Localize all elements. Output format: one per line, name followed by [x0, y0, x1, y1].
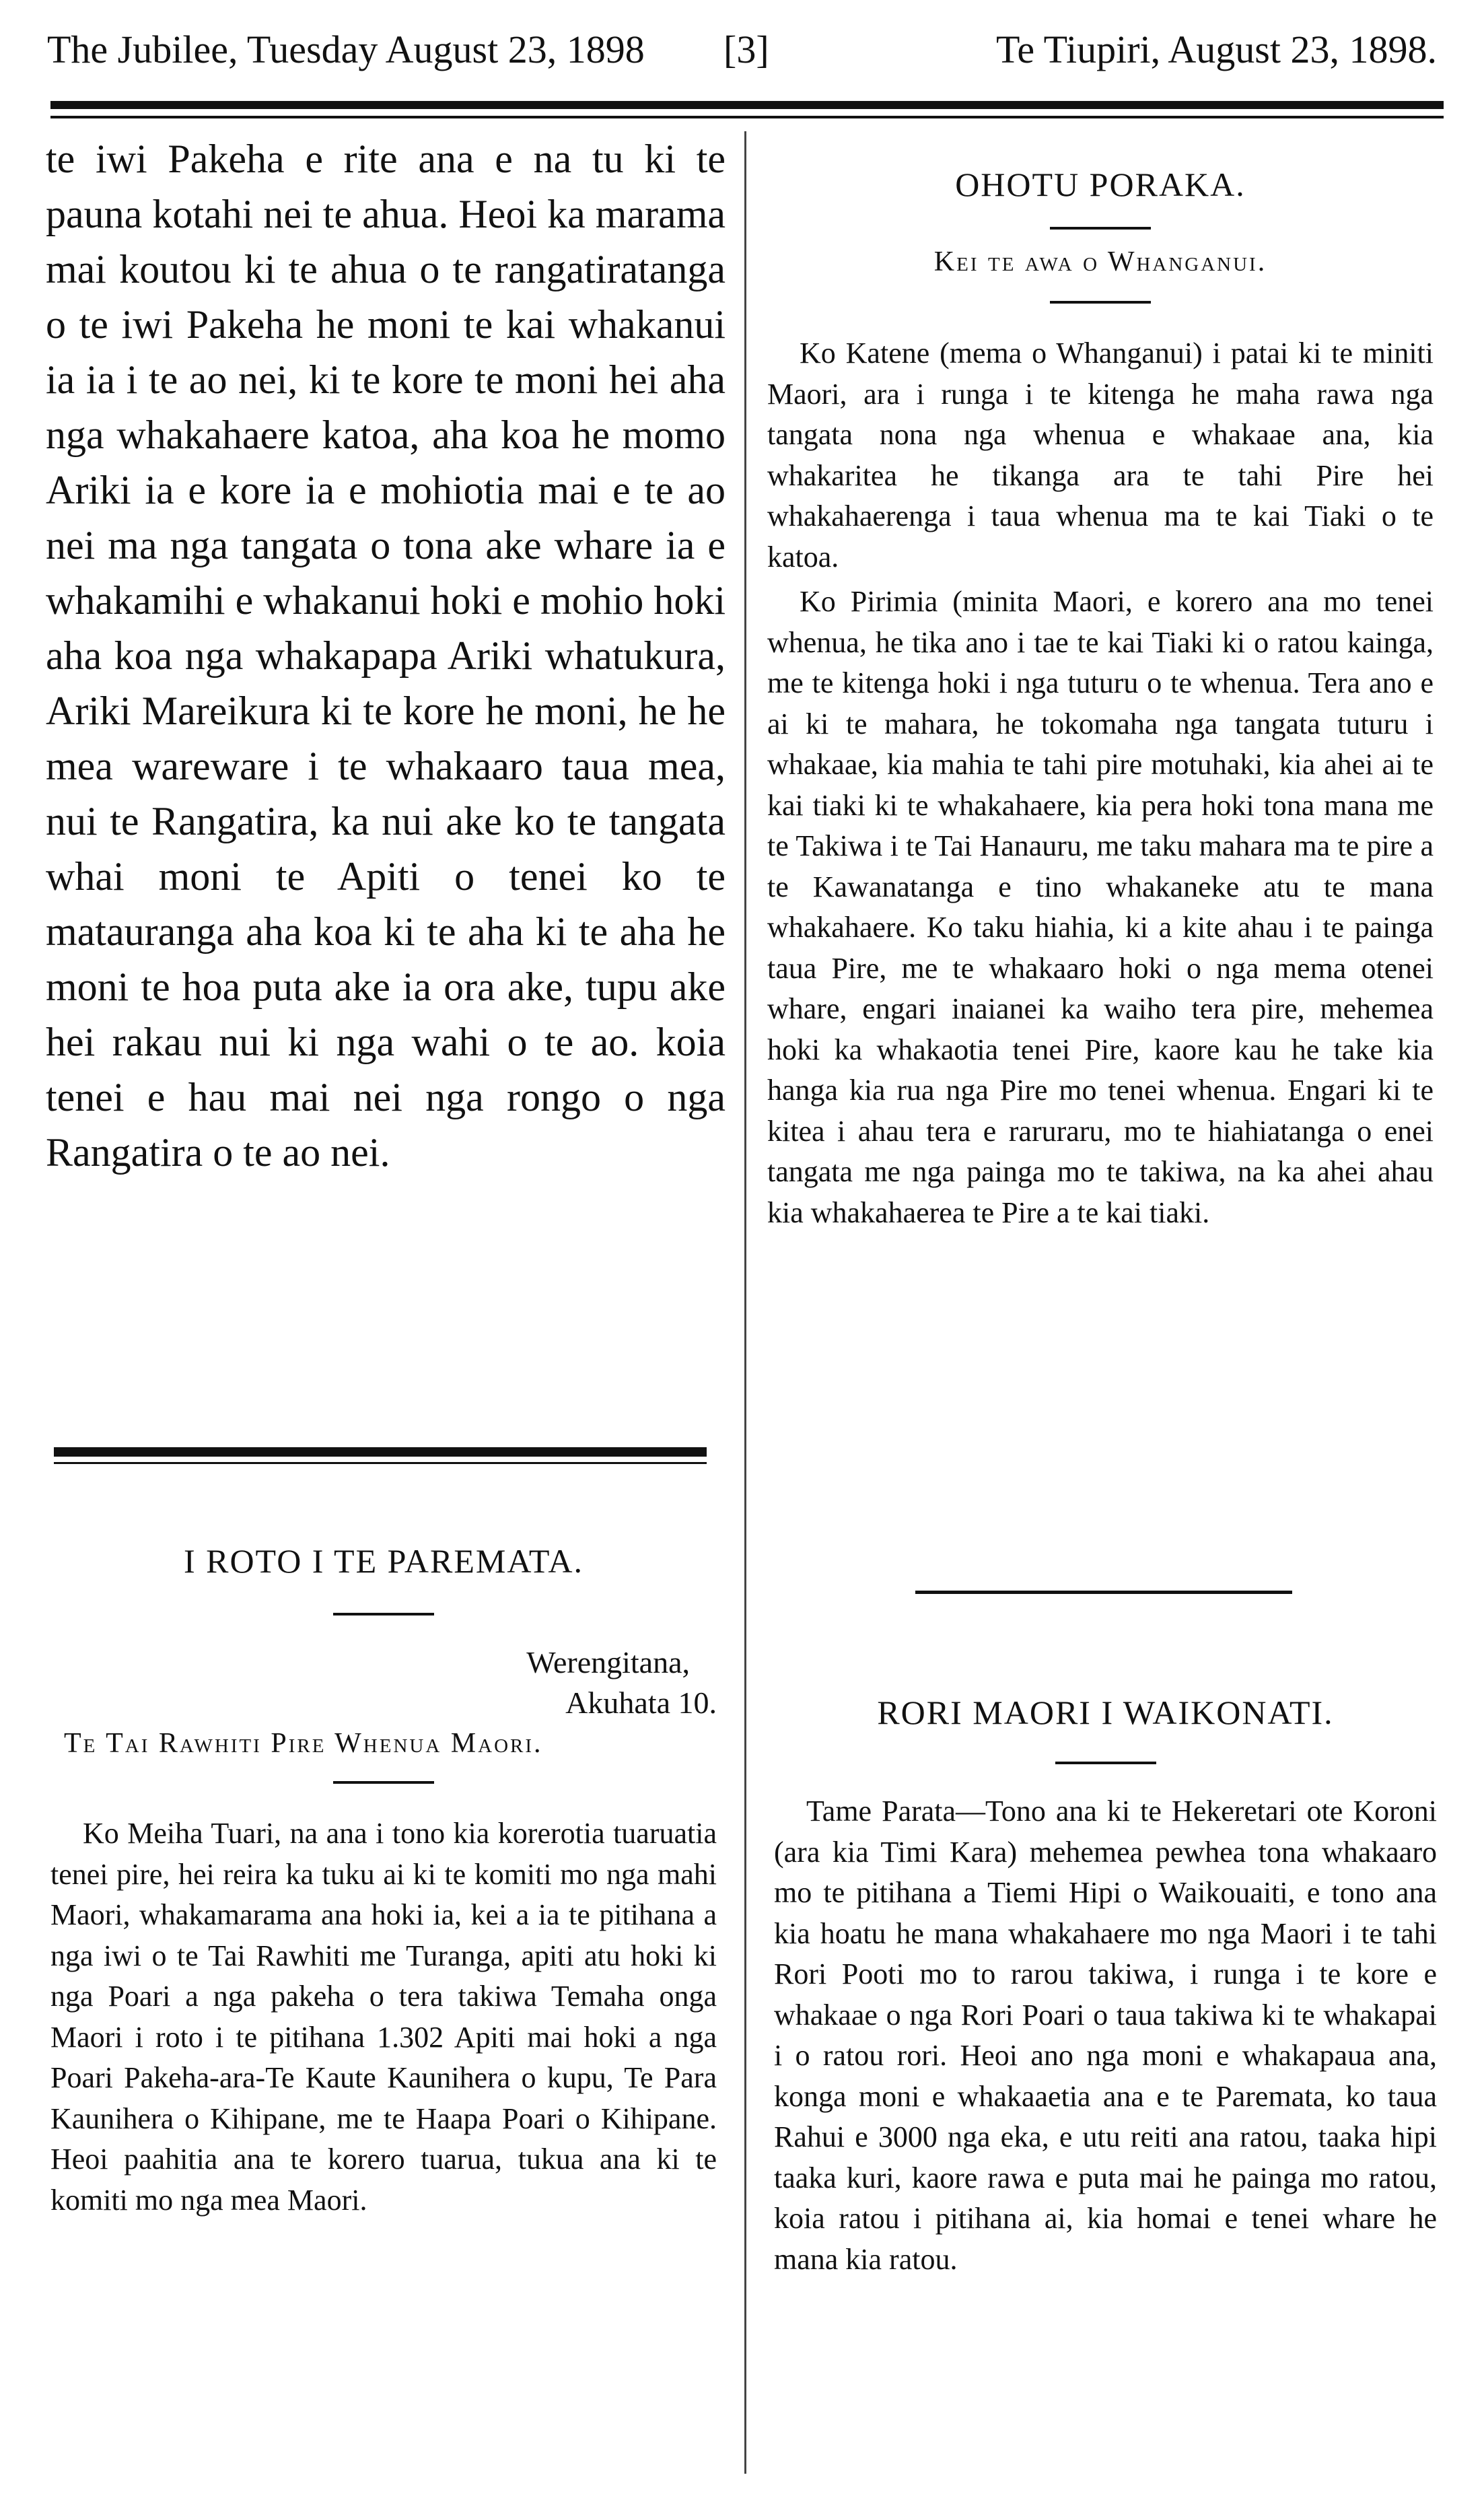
page-header [0, 0, 1484, 101]
parliament-paragraph: Ko Meiha Tuari, na ana i tono kia korerotia tuaruatia tenei pire, hei reira ka tuku ai ki te komiti mo nga mahi Maori, whakamarama ana hoki ia, kei a ia te pitihana a nga iwi o te Tai Rawhiti me Turanga, apiti atu hoki ki nga Poari a nga pakeha o tera takiwa Temaha onga Maori i roto i te pitihana 1.302 Apiti mai hoki a nga Poari Pakeha-ara-Te Kaute Kaunihera o kupu, Te Para Kaunihera o Kihipane, me te Haapa Poari o Kihipane. Heoi paahitia ana te korero tuarua, tukua ana ki te komiti mo nga mea Maori. [50, 1817, 717, 2217]
ohotu-paragraph-2: Ko Pirimia (minita Maori, e korero ana mo tenei whenua, he tika ano i tae te kai Tiaki ki o ratou kainga, me te kitenga hoki i nga tuturu o te whenua. Tera ano e ai ki te mahara, he tokomaha nga tangata tuturu i whakaae, kia mahia te tahi pire motuhaki, kia ahei ai te kai tiaki ki te whakahaere, kia pera hoki tona mana me te Takiwa i te Tai Hanauru, me taku mahara ma te pire a te Kawanatanga e tino whakaneke atu te mana whakahaere. Ko taku hiahia, ki a kite ahau i te painga taua Pire, me te whakaaro hoki o nga mema otenei whare, engari inaianei ka waiho tera pire, mehemea hoki ka whakaotia tenei Pire, kaore kau he take kia hanga kia rua nga Pire mo tenei whenua. Engari ki te kitea i ahau tera e raruraru, mo te hiahiatanga o enei tangata me nga painga mo te takiwa, na ka ahei ahau kia whakahaerea te Pire a te kai tiaki. [767, 585, 1434, 1229]
dateline-place: Werengitana, [526, 1645, 690, 1679]
left-column [46, 131, 726, 1180]
ohotu-subheading-rule [1050, 301, 1151, 304]
road-section [774, 1693, 1437, 2280]
ohotu-heading-rule [1050, 227, 1151, 230]
ohotu-paragraph-1: Ko Katene (mema o Whanganui) i patai ki te miniti Maori, ara i runga i te kitenga he maha rawa nga tangata nona nga whenua e whakaae ana, kia whakaritea he tikanga ara te tahi Pire hei whakahaerenga i taua whenua ma te kai Tiaki o te katoa. [767, 337, 1434, 574]
rori-paragraph: Tame Parata—Tono ana ki te Hekeretari ote Koroni (ara kia Timi Kara) mehemea pewhea tona whakaaro mo te pitihana a Tiemi Hipi o Waikouaiti, e tono ana kia hoatu he mana whakahaere mo nga Maori i te tahi Rori Pooti mo to rarou takiwa, i runga i te kore e whakaae o nga Rori Poari o taua takiwa ki te whakapai i o ratou rori. Heoi ano nga moni e whakapaua ana, konga moni e whakaaetia ana e te Paremata, ko taua Rahui e 3000 nga eka, e utu reiti ana ratou, taaka hipi taaka kuri, kaore rawa e puta mai he painga mo ratou, koia ratou i pitihana ai, kia homai e tenei whare he mana kia ratou. [774, 1795, 1437, 2276]
subheading-rule [333, 1781, 434, 1784]
header-english-date: The Jubilee, Tuesday August 23, 1898 [47, 28, 645, 71]
dateline-date: Akuhata 10. [565, 1686, 717, 1720]
ohotu-subheading: Kei te awa o Whanganui. [933, 246, 1267, 277]
header-rule-thick [50, 101, 1444, 109]
rori-heading: RORI MAORI I WAIKONATI. [877, 1694, 1334, 1731]
continued-article-text: te iwi Pakeha e rite ana e na tu ki te pauna kotahi nei te ahua. Heoi ka marama mai koutou ki te ahua o te rangatiratanga o te iwi Pakeha he moni te kai whakanui ia ia i te ao nei, ki te kore te moni hei aha nga whakahaere katoa, aha koa he momo Ariki ia e kore ia e mohiotia mai e te ao nei ma nga tangata o tona ake whare ia e whakamihi e whakanui hoki e mohio hoki aha koa nga whakapapa Ariki whatukura, Ariki Mareikura ki te kore he moni, he he mea wareware i te whakaaro taua mea, nui te Rangatira, ka nui ake ko te tangata whai moni te Apiti o tenei ko te matauranga aha koa ki te aha ki te aha he moni te hoa puta ake ia ora ake, tupu ake hei rakau nui ki nga wahi o te ao. koia tenei e hau mai nei nga rongo o nga Rangatira o te ao nei. [46, 137, 726, 1175]
column-divider [744, 131, 746, 2474]
section-divider-rule-thin [54, 1462, 707, 1464]
page-number: [3] [723, 28, 769, 71]
rori-heading-rule [1055, 1762, 1156, 1764]
parliament-heading: I ROTO I TE PAREMATA. [183, 1542, 584, 1580]
parliament-section [50, 1541, 717, 2221]
bill-title: Te Tai Rawhiti Pire Whenua Maori. [64, 1728, 543, 1759]
header-maori-date: Te Tiupiri, August 23, 1898. [996, 28, 1437, 71]
header-rule-thin [50, 116, 1444, 118]
ohotu-heading: OHOTU PORAKA. [955, 166, 1246, 203]
rori-section-rule [915, 1591, 1292, 1594]
right-column [767, 165, 1434, 1233]
heading-rule [333, 1613, 434, 1615]
section-divider-rule [54, 1447, 707, 1457]
